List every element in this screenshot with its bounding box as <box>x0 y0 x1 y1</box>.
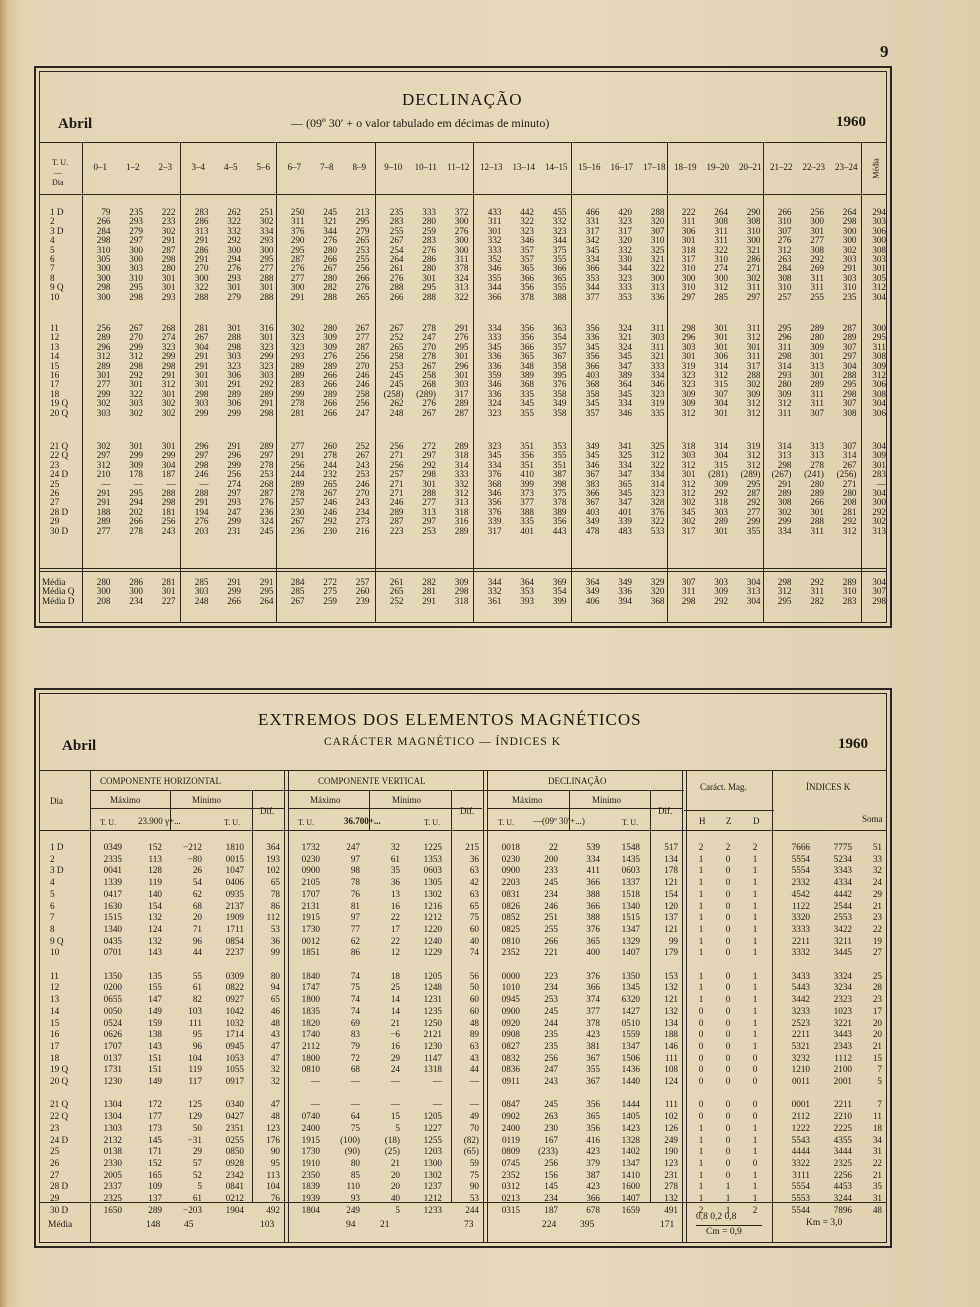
declination-value-column: 267 277 287 256 270 246 246 258 256 247 <box>355 323 370 418</box>
hour-header: 10–11 <box>414 162 437 172</box>
declination-value-column: 325 312 322 334 314 323 328 376 322 533 <box>650 441 665 536</box>
declination-value-column: 235 283 255 267 254 264 261 276 288 266 <box>389 207 404 302</box>
declination-value-column: 289 297 278 253 268 287 276 236 324 245 <box>259 441 274 536</box>
media-ch: 0,8 0,2 0,8 <box>696 1212 737 1222</box>
declination-value-column: 304 313 304 <box>746 577 761 606</box>
declination-month: Abril <box>58 116 93 132</box>
extremos-k-a-column: 7666 5554 5554 2332 4542 1122 3320 3333 2211 3332 3433 5443 3442 3233 2523 2211 5321 3232 1210 0011 0001 2112 1222 5543 4444 3322 3111 5554 5553 5544 <box>791 842 810 1215</box>
ch-d-header: D <box>753 816 760 826</box>
declination-value-column: 289 280 309 301 313 301 289 311 311 307 <box>810 323 824 418</box>
extremos-ch-d-column: 2 1 1 1 1 1 1 1 1 1 1 1 1 1 1 1 1 0 0 0 0 0 1 1 1 0 1 1 1 2 <box>752 842 758 1215</box>
declination-title: DECLINAÇÃO <box>402 90 523 109</box>
extremos-title: EXTREMOS DOS ELEMENTOS MAGNÉTICOS <box>258 710 642 729</box>
v-dif-header: Dif. <box>460 806 475 816</box>
declination-value-column: 264 308 311 311 322 310 274 300 312 285 <box>714 207 728 302</box>
declination-value-column: 301 288 298 303 323 306 291 289 306 299 <box>227 323 241 418</box>
declination-value-column: 267 270 299 312 298 292 301 322 303 302 <box>129 323 143 418</box>
hour-header: 17–18 <box>643 162 666 172</box>
declination-value-column: 291 276 295 301 296 301 303 317 289 287 <box>454 323 469 418</box>
declination-value-column: 311 312 301 311 317 288 302 309 312 312 <box>746 323 761 418</box>
extremos-k-b-column: 7775 5234 3343 4334 4442 2544 2553 3422 3211 3445 3324 3234 2323 1023 3221 3443 2343 1112 2100 2001 2211 2210 2225 4355 3444 2325 2256 4453 3244 7896 <box>833 842 852 1215</box>
declination-value-column: 79 266 284 298 310 305 300 300 298 300 <box>96 207 111 302</box>
declination-value-column: 314 304 315 (281) 309 292 318 303 289 301 <box>708 441 728 536</box>
extremos-table <box>34 688 892 1248</box>
tu-label: T. U. <box>52 158 69 167</box>
declination-value-column: 222 233 302 291 287 298 280 301 301 293 <box>161 207 176 302</box>
declination-value-column: 291 295 264 <box>259 577 274 606</box>
hour-header: 12–13 <box>480 162 503 172</box>
h-dif-header: Dif. <box>260 806 275 816</box>
declination-value-column: 257 260 239 <box>355 577 370 606</box>
declination-value-column: 302 297 312 210 — 291 291 188 289 277 <box>96 441 111 536</box>
declination-value-column: 324 321 324 345 347 389 364 345 334 346 <box>618 323 632 418</box>
h-tu-min: T. U. <box>224 818 241 827</box>
soma-header: Soma <box>862 814 883 824</box>
hour-header: 19–20 <box>706 162 729 172</box>
v-max-header: Máximo <box>310 795 341 805</box>
h-tu-max: T. U. <box>100 818 117 827</box>
hour-header: 16–17 <box>610 162 633 172</box>
extremos-v-dif-column: 215 36 63 42 63 65 75 60 40 74 56 50 60 60 48 89 63 43 44 — — 49 70 (82) (65) 59 75 90 53 244 <box>463 842 479 1215</box>
media-h-min: 45 <box>184 1220 194 1230</box>
declination-value-column: 222 311 306 301 318 317 310 300 310 297 <box>681 207 696 302</box>
declination-value-column: 261 265 252 <box>389 577 404 606</box>
hour-header: 1–2 <box>126 162 140 172</box>
declination-value-column: 286 300 234 <box>129 577 143 606</box>
declination-value-column: 301 299 304 187 — 288 298 181 256 243 <box>161 441 176 536</box>
declination-value-column: 296 297 298 246 — 288 291 194 276 203 <box>194 441 209 536</box>
declination-value-column: 250 311 376 290 295 287 276 277 300 291 <box>290 207 305 302</box>
declination-value-column: 442 322 323 346 357 357 365 366 356 378 <box>520 207 534 302</box>
declination-value-column: 289 318 314 333 332 312 313 318 316 289 <box>454 441 469 536</box>
media-h-max: 148 <box>146 1220 161 1230</box>
hour-header: 2–3 <box>158 162 172 172</box>
declination-value-column: 301 299 309 178 — 295 294 202 266 278 <box>129 441 143 536</box>
declination-value-column: 283 286 313 291 286 291 270 300 322 288 <box>194 207 209 302</box>
d-tu-min: T. U. <box>622 818 639 827</box>
hour-header: 18–19 <box>674 162 697 172</box>
declination-value-column: 295 296 311 298 314 293 280 309 312 311 <box>777 323 792 418</box>
media-column-values: 294 303 306 300 308 303 301 305 312 304 <box>872 207 886 302</box>
declination-value-column: 252 267 243 253 246 270 243 234 273 216 <box>355 441 370 536</box>
h-max-header: Máximo <box>110 795 141 805</box>
hour-header: 14–15 <box>545 162 568 172</box>
hour-header: 21–22 <box>770 162 793 172</box>
declination-value-column: 372 300 276 300 300 311 378 324 313 322 <box>454 207 469 302</box>
media-d-dif: 171 <box>660 1220 675 1230</box>
v-min-header: Mínimo <box>392 795 422 805</box>
v-tu-min: T. U. <box>424 818 441 827</box>
media-cm: Cm = 0,9 <box>706 1227 742 1237</box>
extremos-h-min-tu-column: 1810 0015 1047 0406 0935 2137 1909 1711 0854 2237 0309 0822 0927 1042 1032 1714 0945 1053 1055 0917 0340 0427 2351 0255 0850 0928 2342 0841 0212 1904 <box>225 842 244 1215</box>
declination-value-column: 292 311 282 <box>810 577 824 606</box>
hour-header: 6–7 <box>287 162 301 172</box>
extremos-subtitle: CARÁCTER MAGNÉTICO — ÍNDICES K <box>324 736 561 748</box>
declination-value-column: 251 302 334 293 300 295 277 288 301 288 <box>259 207 274 302</box>
declination-value-column: 284 285 267 <box>290 577 305 606</box>
extremos-d-max-v-column: 22 200 233 245 234 246 251 255 266 221 223 234 253 245 244 235 235 256 247 243 245 263 230 167 (233) 256 156 145 234 187 <box>538 842 558 1215</box>
declination-value-column: 307 314 267 (256) 271 280 208 281 292 312 <box>836 441 857 536</box>
indices-k-header: ÍNDICES K <box>806 782 851 792</box>
media-column-values: 304 307 298 <box>872 577 886 606</box>
media-v-max: 94 <box>346 1220 356 1230</box>
declination-value-column: 323 345 334 376 368 346 356 376 339 317 <box>487 441 502 536</box>
extremos-ch-z-column: 2 0 0 0 0 0 0 0 0 0 0 0 0 0 0 0 0 0 0 0 0 0 0 0 0 0 0 1 1 1 <box>725 842 731 1215</box>
declination-value-column: 351 356 351 410 399 373 377 388 335 401 <box>520 441 534 536</box>
media-column-label: Média <box>871 158 881 179</box>
declination-value-column: 272 275 259 <box>323 577 337 606</box>
extremos-h-max-tu-column: 0349 2335 0041 1339 0417 1630 1515 1340 0435 0701 1350 0200 0655 0050 0524 0626 1707 0137 1731 1230 1304 1304 1303 2132 0138 2330 2005 2337 2325 1650 <box>103 842 122 1215</box>
declination-value-column: 369 354 399 <box>552 577 567 606</box>
declination-value-column: 344 332 361 <box>487 577 502 606</box>
declination-value-column: 364 349 406 <box>585 577 600 606</box>
declination-value-column: 364 353 393 <box>520 577 534 606</box>
media-column-values: 304 309 301 283 — 304 300 292 302 313 <box>872 441 886 536</box>
declination-year: 1960 <box>836 114 866 130</box>
declination-value-column: 272 297 292 298 301 288 277 313 297 253 <box>422 441 436 536</box>
page-number: 9 <box>880 42 889 61</box>
hour-header: 20–21 <box>739 162 762 172</box>
extremos-h-min-v-column: −212 −80 26 54 62 68 20 71 96 44 55 61 82 103 111 95 96 104 119 117 125 129 50 −31 29 57 52 5 61 −203 <box>183 842 202 1215</box>
hour-header: 23–24 <box>835 162 858 172</box>
extremos-h-dif-column: 364 193 102 65 78 86 112 53 36 99 80 94 65 46 48 43 47 47 32 32 47 48 123 176 90 95 113 104 76 492 <box>266 842 280 1215</box>
caract-header: Caráct. Mag. <box>700 782 747 792</box>
extremos-k-soma-column: 51 33 32 24 29 21 23 22 19 27 25 28 23 17 20 20 21 15 7 5 7 11 18 34 31 22 21 35 31 48 <box>872 842 882 1215</box>
hour-header: 0–1 <box>93 162 107 172</box>
declination-value-column: 307 311 298 <box>681 577 696 606</box>
declination-value-column: 313 313 278 (241) 280 289 266 301 288 311 <box>804 441 824 536</box>
extremos-d-dif-column: 517 134 178 121 154 120 137 121 99 179 153 132 121 132 134 188 146 111 108 124 111 102 126 249 190 123 231 278 132 491 <box>664 842 678 1215</box>
declination-value-column: 309 298 318 <box>454 577 469 606</box>
hour-header: 11–12 <box>447 162 470 172</box>
dia-label: Dia <box>52 178 64 187</box>
comp-v-header: COMPONENTE VERTICAL <box>318 776 426 786</box>
declination-value-column: 281 267 304 291 291 301 301 298 303 299 <box>194 323 209 418</box>
media-column-values: 300 295 311 308 309 312 306 308 304 306 <box>872 323 886 418</box>
declination-value-column: 318 303 312 301 312 312 302 345 302 317 <box>681 441 696 536</box>
extremos-days-column: 1 D 2 3 D 4 5 6 7 8 9 Q 10 11 12 13 14 15 16 17 18 19 Q 20 Q 21 Q 22 Q 23 24 D 25 26 27 28 D 29 30 D <box>50 842 69 1215</box>
declination-value-column: 301 301 301 306 314 312 315 307 304 301 <box>714 323 728 418</box>
extremos-d-min-v-column: 539 334 411 366 388 366 388 376 365 400 376 366 374 377 378 423 381 367 355 367 356 365 356 416 423 379 387 423 366 678 <box>586 842 600 1215</box>
declination-value-column: 290 308 310 300 321 286 271 302 311 297 <box>746 207 761 302</box>
media-v-dif: 73 <box>464 1220 474 1230</box>
declination-value-column: 455 332 323 344 375 355 366 365 355 388 <box>552 207 567 302</box>
days-block-3: 21 Q 22 Q 23 24 D 25 26 27 28 D 29 30 D <box>50 441 69 536</box>
media-d-min: 395 <box>580 1220 595 1230</box>
declination-value-column: 334 333 345 336 336 359 346 336 324 323 <box>487 323 502 418</box>
hour-header: 8–9 <box>352 162 366 172</box>
declination-value-column: 280 300 208 <box>96 577 111 606</box>
extremos-year: 1960 <box>838 736 868 752</box>
extremos-ch-h-column: 2 1 1 1 1 1 1 1 1 1 1 1 1 0 0 0 0 0 0 0 0 0 1 1 1 1 1 1 1 2 <box>698 842 704 1215</box>
declination-value-column: 356 356 366 365 348 389 368 335 345 355 <box>520 323 534 418</box>
declination-value-column: 319 312 312 (289) 295 287 292 277 299 355 <box>740 441 761 536</box>
d-max-header: Máximo <box>512 795 543 805</box>
declination-value-column: 289 310 283 <box>842 577 857 606</box>
mean-labels: Média Média Q Média D <box>42 577 75 606</box>
d-min-header: Mínimo <box>592 795 622 805</box>
declination-value-column: 349 345 346 367 383 366 367 403 349 478 <box>585 441 600 536</box>
extremos-d-max-tu-column: 0018 0230 0900 2203 0831 0826 0852 0825 0810 2352 0000 1010 0945 0900 0920 0908 0827 0832 0836 0911 0847 0902 2400 0119 0809 0745 2352 0312 0213 0315 <box>501 842 520 1215</box>
declination-value-column: 278 247 270 278 267 258 268 (289) 276 267 <box>416 323 436 418</box>
extremos-v-min-tu-column: 1225 1353 0603 1305 1302 1216 1212 1220 1240 1229 1205 1248 1231 1235 1250 2121 1230 1147 1318 — — 1205 1227 1255 1203 1300 1302 1237 1212 1233 <box>423 842 442 1215</box>
hour-header: 4–5 <box>224 162 238 172</box>
declin-header: DECLINAÇÃO <box>548 776 607 786</box>
extremos-h-max-v-column: 152 113 128 119 140 154 132 124 132 143 135 155 147 149 159 138 143 151 151 149 172 177 173 145 171 152 165 109 137 289 <box>148 842 162 1215</box>
hour-header: 7–8 <box>320 162 334 172</box>
declination-value-column: 303 309 292 <box>714 577 728 606</box>
declination-subtitle: — (09º 30′ + o valor tabulado em décimas de minuto) <box>291 116 550 130</box>
media-km: Km = 3,0 <box>806 1218 843 1228</box>
ch-h-header: H <box>699 816 706 826</box>
declination-value-column: 260 278 244 232 265 267 246 246 292 230 <box>323 441 337 536</box>
extremos-v-min-v-column: 32 61 35 36 13 16 22 17 22 12 18 25 14 14 21 −6 16 29 24 — — 15 5 (18) (25) 21 20 20 40 5 <box>384 842 400 1215</box>
declination-value-column: 433 311 301 332 333 352 346 355 344 366 <box>487 207 502 302</box>
declination-value-column: 282 281 291 <box>422 577 436 606</box>
declination-value-column: 262 322 332 292 300 294 276 293 301 279 <box>227 207 241 302</box>
extremos-v-max-v-column: 247 97 98 78 76 81 97 77 62 86 74 75 74 74 69 83 79 72 68 — — 64 75 (100) (90) 80 85 110 93 249 <box>340 842 360 1215</box>
h-min-header: Mínimo <box>192 795 222 805</box>
declination-value-column: 353 355 351 387 398 375 378 389 356 443 <box>552 441 567 536</box>
media-h-dif: 103 <box>260 1220 275 1230</box>
hour-header: 22–23 <box>802 162 825 172</box>
media-v-min: 21 <box>380 1220 390 1230</box>
extremos-month: Abril <box>62 738 97 754</box>
h-base: 23.900 γ+... <box>138 816 181 826</box>
d-tu-max: T. U. <box>498 818 515 827</box>
days-block-2: 11 12 13 14 15 16 17 18 19 Q 20 Q <box>50 323 69 418</box>
declination-value-column: 287 289 307 297 304 288 295 298 307 308 <box>842 323 857 418</box>
hour-header: 13–14 <box>512 162 535 172</box>
declination-value-column: 291 299 266 <box>227 577 241 606</box>
declination-value-column: 298 296 303 301 319 323 323 309 309 312 <box>681 323 696 418</box>
media-d-max: 224 <box>542 1220 557 1230</box>
declination-value-column: 349 336 394 <box>618 577 632 606</box>
d-base: —(09º 30′+...) <box>533 816 585 826</box>
declination-value-column: 256 300 301 277 308 292 269 311 311 255 <box>810 207 824 302</box>
declination-value-column: 235 293 279 297 300 300 303 310 295 298 <box>129 207 143 302</box>
declination-value-column: 302 323 323 293 289 289 283 299 278 281 <box>290 323 305 418</box>
declination-value-column: 266 310 307 276 312 263 284 308 310 257 <box>777 207 792 302</box>
declination-value-column: 277 291 256 244 289 278 257 230 267 236 <box>290 441 305 536</box>
declination-value-column: 281 301 227 <box>161 577 176 606</box>
tu-dash: — <box>54 168 62 177</box>
declination-value-column: 333 280 259 283 276 286 280 301 295 288 <box>422 207 436 302</box>
hour-header: 3–4 <box>191 162 205 172</box>
days-block-1: 1 D 2 3 D 4 5 6 7 8 9 Q 10 <box>50 207 64 302</box>
declination-value-column: 285 303 248 <box>194 577 209 606</box>
declination-value-column: 341 325 334 347 365 345 347 401 339 483 <box>618 441 632 536</box>
declination-value-column: 267 252 265 258 253 245 245 (258) 262 248 <box>383 323 404 418</box>
declination-value-column: 245 321 344 276 280 266 267 280 282 288 <box>323 207 337 302</box>
extremos-d-min-tu-column: 1548 1435 0603 1337 1518 1340 1515 1347 1329 1407 1350 1345 6320 1427 0510 1559 1347 1506 1436 1440 1444 1405 1423 1328 1402 1347 1410 1600 1407 1659 <box>621 842 640 1215</box>
declination-value-column: 311 303 311 321 333 334 346 323 319 335 <box>650 323 665 418</box>
declination-table <box>34 66 892 628</box>
declination-value-column: 264 298 300 300 302 303 291 303 310 235 <box>842 207 857 302</box>
declination-value-column: 314 313 298 (267) 291 289 308 302 299 334 <box>771 441 792 536</box>
d-dif-header: Dif. <box>658 806 673 816</box>
hour-header: 9–10 <box>384 162 403 172</box>
dia-header: Dia <box>50 796 63 806</box>
declination-value-column: 356 336 345 356 366 403 368 358 345 357 <box>585 323 600 418</box>
hour-header: 15–16 <box>578 162 601 172</box>
comp-h-header: COMPONENTE HORIZONTAL <box>100 776 222 786</box>
hour-header: 5–6 <box>256 162 270 172</box>
declination-value-column: 420 323 317 320 332 330 344 323 333 353 <box>618 207 632 302</box>
declination-value-column: 363 354 357 367 358 395 376 358 349 358 <box>552 323 567 418</box>
declination-value-column: 268 274 323 299 298 291 312 301 302 302 <box>161 323 176 418</box>
v-base: 36.700+... <box>344 816 381 826</box>
declination-value-column: 280 309 309 276 289 266 266 289 266 266 <box>323 323 337 418</box>
declination-value-column: 256 271 256 257 271 271 246 289 287 223 <box>389 441 404 536</box>
declination-value-column: 291 296 299 256 274 297 293 247 299 231 <box>227 441 241 536</box>
declination-value-column: 256 289 296 312 289 301 277 299 302 303 <box>96 323 111 418</box>
v-tu-max: T. U. <box>298 818 315 827</box>
media-row-label: Média <box>48 1220 73 1230</box>
declination-value-column: 213 295 279 265 253 255 256 266 276 265 <box>355 207 370 302</box>
extremos-v-max-tu-column: 1732 0230 0900 2105 1707 2131 1915 1730 0012 1851 1840 1747 1800 1835 1820 1740 2112 1800 0810 — — 0740 2400 1915 1730 1910 2350 1839 1939 1804 <box>301 842 320 1215</box>
declination-value-column: 316 301 323 299 323 303 292 289 291 298 <box>259 323 274 418</box>
declination-value-column: 466 331 317 342 345 334 366 353 344 377 <box>585 207 600 302</box>
declination-value-column: 329 320 368 <box>650 577 665 606</box>
declination-value-column: 298 312 295 <box>777 577 792 606</box>
declination-value-column: 288 320 307 310 325 321 322 300 313 336 <box>650 207 665 302</box>
ch-z-header: Z <box>726 816 732 826</box>
